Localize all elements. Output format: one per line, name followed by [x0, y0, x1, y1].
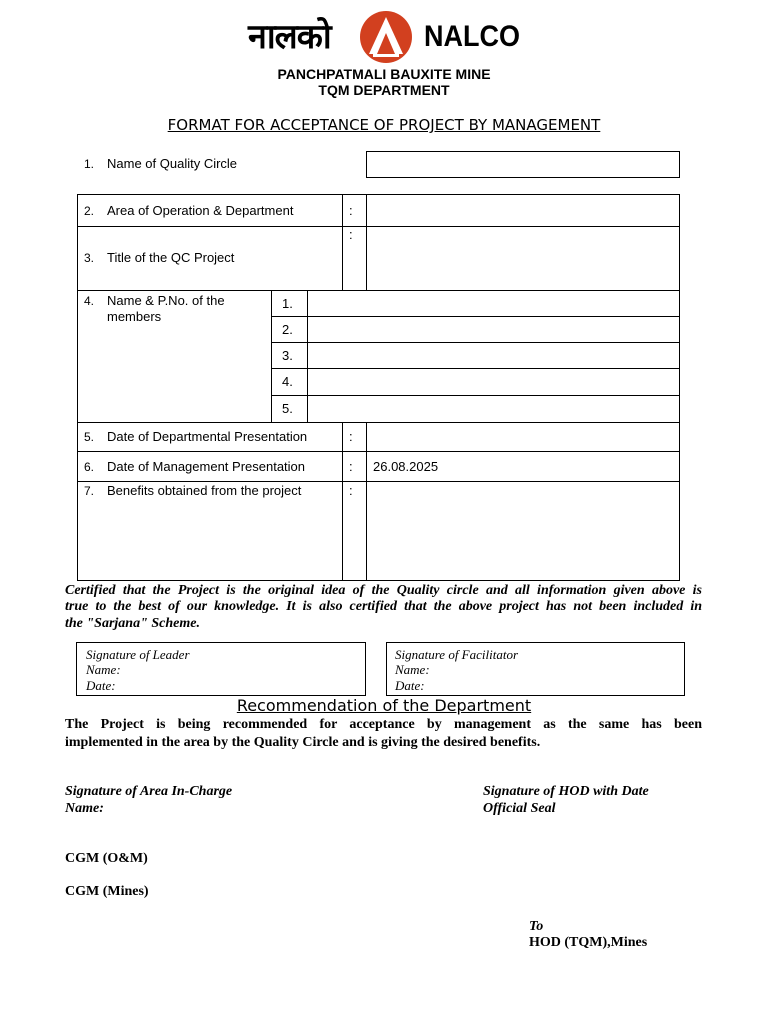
column-divider [271, 290, 272, 422]
recommendation-text-line-2: implemented in the area by the Quality Circle and is giving the desired benefits. [65, 735, 541, 750]
field-number: 4. [84, 294, 95, 308]
field-number: 5. [84, 430, 95, 444]
row-divider [77, 422, 680, 423]
member-4-field[interactable] [309, 370, 678, 394]
benefits-field[interactable] [368, 483, 678, 579]
leader-date-label: Date: [86, 678, 116, 693]
column-divider [342, 194, 343, 291]
member-3-field[interactable] [309, 344, 678, 367]
field-number: 3. [84, 251, 95, 265]
cgm-mines-label: CGM (Mines) [65, 884, 149, 899]
area-operation-field[interactable] [368, 196, 678, 225]
field-number: 6. [84, 460, 95, 474]
field-number: 7. [84, 484, 95, 498]
member-row-divider [271, 395, 680, 396]
project-title-field[interactable] [368, 228, 678, 289]
area-incharge-name-label: Name: [65, 801, 104, 816]
official-seal-label: Official Seal [483, 801, 556, 816]
recommendation-text-line-1: The Project is being recommended for acceptance by management as the same has been [65, 717, 702, 732]
row-divider [77, 451, 680, 452]
cgm-om-label: CGM (O&M) [65, 851, 148, 866]
form-title: FORMAT FOR ACCEPTANCE OF PROJECT BY MANAGEMENT [167, 116, 601, 134]
certification-line-1: Certified that the Project is the original idea of the Quality circle and all information given above is [65, 583, 702, 598]
row-divider [77, 290, 680, 291]
colon-separator: : [349, 483, 353, 498]
colon-separator: : [349, 459, 353, 474]
member-2-field[interactable] [309, 318, 678, 341]
row-divider [77, 226, 680, 227]
member-slot-number: 5. [282, 401, 293, 416]
field-label-management-presentation: Date of Management Presentation [107, 459, 306, 474]
leader-signature-label: Signature of Leader [86, 647, 190, 662]
leader-name-label: Name: [86, 662, 121, 677]
column-divider [366, 194, 367, 291]
column-divider [307, 290, 308, 422]
member-slot-number: 2. [282, 322, 293, 337]
department-name: TQM DEPARTMENT [318, 82, 450, 98]
field-label-members-cont: members [107, 309, 162, 324]
field-label-quality-circle: Name of Quality Circle [107, 156, 238, 171]
column-divider [366, 422, 367, 581]
quality-circle-name-field[interactable] [366, 151, 680, 178]
member-slot-number: 4. [282, 374, 293, 389]
logo-hindi-text: नालको [248, 17, 331, 57]
column-divider [342, 422, 343, 581]
field-label-departmental-presentation: Date of Departmental Presentation [107, 429, 308, 444]
field-label-benefits: Benefits obtained from the project [107, 483, 302, 498]
certification-line-2: true to the best of our knowledge. It is also certified that the above project has not been included in [65, 599, 702, 614]
facilitator-signature-label: Signature of Facilitator [395, 647, 519, 662]
org-name: PANCHPATMALI BAUXITE MINE [277, 66, 491, 82]
certification-line-3: the "Sarjana" Scheme. [65, 616, 200, 631]
field-label-project-title: Title of the QC Project [107, 250, 235, 265]
colon-separator: : [349, 429, 353, 444]
member-slot-number: 1. [282, 296, 293, 311]
member-slot-number: 3. [282, 348, 293, 363]
departmental-presentation-date-field[interactable] [368, 424, 678, 450]
row-divider [77, 481, 680, 482]
addressee-label: HOD (TQM),Mines [529, 935, 648, 950]
colon-separator: : [349, 203, 353, 218]
field-label-members: Name & P.No. of the [107, 293, 225, 308]
logo-english-text: NALCO [424, 20, 520, 53]
member-row-divider [271, 342, 680, 343]
facilitator-date-label: Date: [395, 678, 425, 693]
to-label: To [529, 919, 544, 934]
field-number: 1. [84, 157, 95, 171]
member-row-divider [271, 316, 680, 317]
colon-separator: : [349, 227, 353, 242]
member-row-divider [271, 368, 680, 369]
management-presentation-date-field[interactable]: 26.08.2025 [373, 459, 439, 474]
nalco-emblem-icon [358, 10, 414, 64]
member-5-field[interactable] [309, 397, 678, 421]
member-1-field[interactable] [309, 292, 678, 315]
area-incharge-signature-label: Signature of Area In-Charge [65, 784, 233, 799]
field-number: 2. [84, 204, 95, 218]
facilitator-name-label: Name: [395, 662, 430, 677]
hod-signature-label: Signature of HOD with Date [483, 784, 649, 799]
field-label-area-operation: Area of Operation & Department [107, 203, 294, 218]
recommendation-title: Recommendation of the Department [236, 696, 532, 715]
